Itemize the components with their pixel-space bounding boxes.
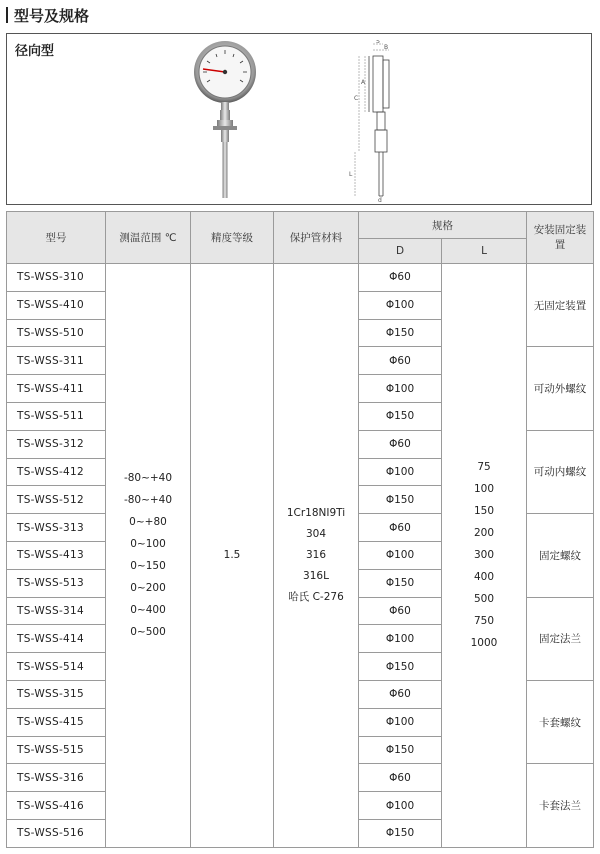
range-value: 0~+80 [129,516,167,529]
model-cell: TS-WSS-315 [7,680,106,708]
diameter-cell: Φ150 [359,402,442,430]
model-cell: TS-WSS-412 [7,458,106,486]
range-value: 0~150 [130,560,166,573]
model-cell: TS-WSS-316 [7,764,106,792]
spec-table-body [7,264,594,848]
range-value: -80~+40 [123,494,173,507]
model-cell: TS-WSS-513 [7,569,106,597]
figure-label: 径向型 [15,44,55,59]
svg-text:B: B [384,44,389,51]
model-cell: TS-WSS-515 [7,736,106,764]
diameter-cell: Φ100 [359,792,442,820]
diameter-cell: Φ150 [359,653,442,681]
length-cell [442,264,527,848]
range-value: 0~100 [130,538,166,551]
diameter-cell: Φ60 [359,264,442,292]
heading-bar [6,7,8,23]
model-cell: TS-WSS-313 [7,514,106,542]
model-cell: TS-WSS-511 [7,402,106,430]
model-cell: TS-WSS-411 [7,375,106,403]
model-cell: TS-WSS-415 [7,708,106,736]
range-cell [106,264,191,848]
model-cell: TS-WSS-314 [7,597,106,625]
material-value: 304 [305,527,327,540]
diameter-cell: Φ100 [359,541,442,569]
header-l: L [442,239,527,264]
svg-text:d: d [378,197,382,202]
material-value: 1Cr18NI9Ti [286,506,346,519]
diameter-cell: Φ60 [359,680,442,708]
section-title: 型号及规格 [14,6,90,25]
diameter-cell: Φ150 [359,819,442,847]
header-model: 型号 [7,212,106,264]
diameter-cell: Φ60 [359,597,442,625]
mount-cell: 可动外螺纹 [527,347,594,430]
model-cell: TS-WSS-312 [7,430,106,458]
header-accuracy: 精度等级 [191,212,274,264]
svg-text:S: S [376,40,380,45]
diameter-cell: Φ100 [359,708,442,736]
diameter-cell: Φ100 [359,458,442,486]
thermometer-photo [187,40,267,200]
diameter-cell: Φ60 [359,764,442,792]
spec-table [6,211,594,848]
model-cell: TS-WSS-414 [7,625,106,653]
model-cell: TS-WSS-310 [7,264,106,292]
range-value: 0~200 [130,582,166,595]
header-mount: 安装固定装置 [527,212,594,264]
material-value: 316 [305,548,327,561]
length-value: 500 [473,593,495,606]
length-value: 300 [473,549,495,562]
range-value: 0~500 [130,626,166,639]
mount-cell: 可动内螺纹 [527,430,594,513]
material-value: 316L [303,569,329,582]
material-cell [274,264,359,848]
svg-text:C: C [354,95,359,102]
mount-cell: 无固定装置 [527,264,594,347]
length-value: 75 [477,461,491,474]
diameter-cell: Φ60 [359,514,442,542]
length-value: 200 [473,527,495,540]
diameter-cell: Φ100 [359,375,442,403]
model-cell: TS-WSS-413 [7,541,106,569]
mount-cell: 固定螺纹 [527,514,594,597]
length-value: 750 [473,615,495,628]
diameter-cell: Φ150 [359,486,442,514]
length-value: 150 [473,505,495,518]
table-row [7,264,594,292]
range-value: 0~400 [130,604,166,617]
model-cell: TS-WSS-410 [7,291,106,319]
diameter-cell: Φ60 [359,347,442,375]
model-cell: TS-WSS-516 [7,819,106,847]
range-value: -80~+40 [123,472,173,485]
diameter-cell: Φ60 [359,430,442,458]
length-value: 400 [473,571,495,584]
material-value: 哈氏 C-276 [288,590,344,603]
dimension-drawing [345,40,415,202]
diameter-cell: Φ100 [359,625,442,653]
model-cell: TS-WSS-510 [7,319,106,347]
model-cell: TS-WSS-311 [7,347,106,375]
svg-text:A: A [361,79,366,86]
section-heading [6,4,89,26]
accuracy-cell: 1.5 [191,264,274,848]
model-cell: TS-WSS-514 [7,653,106,681]
mount-cell: 卡套螺纹 [527,680,594,763]
product-figure-box [6,33,592,205]
header-spec: 规格 [359,212,527,239]
header-material: 保护管材料 [274,212,359,264]
diameter-cell: Φ100 [359,291,442,319]
diameter-cell: Φ150 [359,736,442,764]
diameter-cell: Φ150 [359,319,442,347]
mount-cell: 固定法兰 [527,597,594,680]
diameter-cell: Φ150 [359,569,442,597]
header-range: 测温范围 ℃ [106,212,191,264]
length-value: 1000 [470,637,498,650]
model-cell: TS-WSS-416 [7,792,106,820]
header-d: D [359,239,442,264]
model-cell: TS-WSS-512 [7,486,106,514]
mount-cell: 卡套法兰 [527,764,594,847]
length-value: 100 [473,483,495,496]
svg-text:L: L [349,171,353,178]
